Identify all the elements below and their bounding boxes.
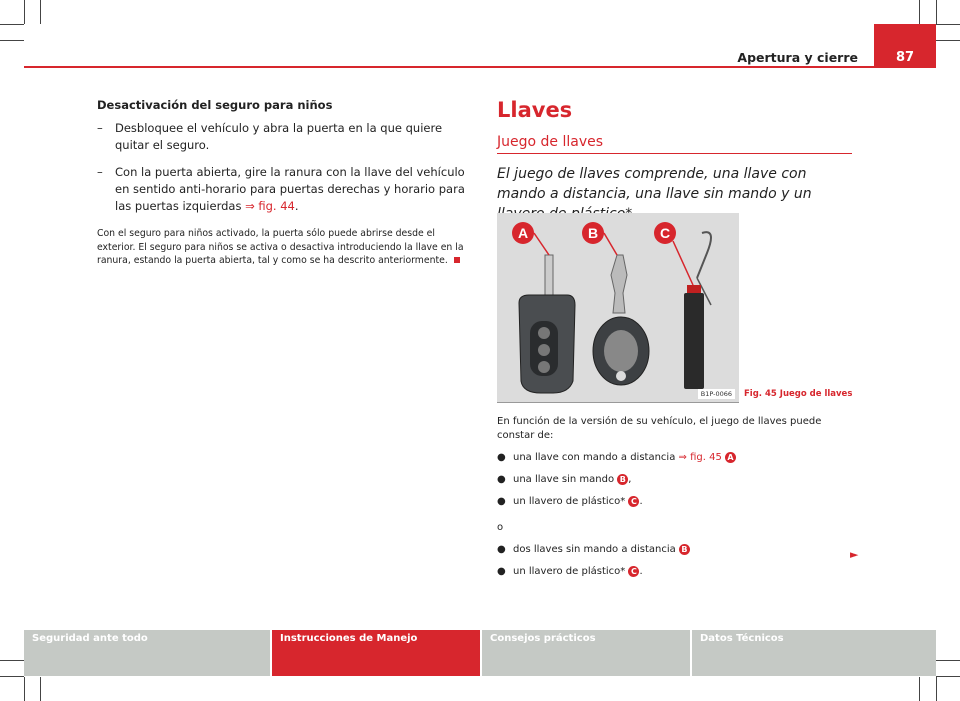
callout-badge: B <box>617 474 628 485</box>
callout-badge: C <box>628 566 639 577</box>
label-a: A <box>517 225 529 241</box>
label-c: C <box>659 225 671 241</box>
section-heading: Llaves <box>497 98 573 122</box>
step-end: . <box>294 199 299 213</box>
list-text: una llave sin mando <box>513 474 618 485</box>
note-paragraph <box>97 227 475 268</box>
list-item <box>497 473 847 487</box>
arrow-right-icon: ► <box>850 548 859 561</box>
list-end: , <box>628 474 632 485</box>
key-blade-b <box>611 255 627 313</box>
step-text: Desbloquee el vehículo y abra la puerta en la que quiere quitar el seguro. <box>115 121 443 152</box>
crop-mark <box>936 676 960 677</box>
list-item <box>497 565 847 579</box>
right-body <box>497 415 847 579</box>
unlock-button-icon <box>538 327 550 339</box>
dash-marker: – <box>97 121 103 135</box>
footer-tab-seguridad[interactable]: Seguridad ante todo <box>24 630 270 676</box>
bullet-icon: ● <box>497 566 506 577</box>
keys-illustration <box>497 213 739 402</box>
crop-mark <box>919 677 920 701</box>
step-text: Con la puerta abierta, gire la ranura con la llave del vehículo en sentido anti-horario para puertas derechas y horario para las puertas izquierdas <box>115 165 465 213</box>
figure-keys <box>497 213 739 403</box>
list-item <box>497 451 847 465</box>
list-text: una llave con mando a distancia <box>513 452 679 463</box>
step-item <box>97 164 475 215</box>
list-item <box>497 543 847 557</box>
leader-line-b <box>604 233 617 255</box>
callout-badge: B <box>679 544 690 555</box>
header-rule <box>24 66 874 68</box>
list-text: un llavero de plástico* <box>513 566 629 577</box>
crop-mark <box>919 0 920 24</box>
note-text: Con el seguro para niños activado, la puerta sólo puede abrirse desde el exterior. El seguro para niños se activa o desactiva introduciendo la llave en la ranura, estando la puerta abierta, tal y como se ha descrito anteriormente. <box>97 228 464 266</box>
or-separator: o <box>497 522 504 533</box>
figure-caption: Fig. 45 Juego de llaves <box>744 389 853 399</box>
step-item <box>97 120 475 154</box>
bullet-icon: ● <box>497 496 506 507</box>
section-subheading: Desactivación del seguro para niños <box>97 98 333 112</box>
crop-mark <box>936 40 960 41</box>
list-end: . <box>639 496 643 507</box>
figure-link[interactable]: ⇒ fig. 44 <box>245 199 295 213</box>
crop-mark <box>936 660 960 661</box>
running-header-title: Apertura y cierre <box>737 50 858 65</box>
leader-line-a <box>534 233 549 255</box>
section-subheading: Juego de llaves <box>497 134 852 154</box>
bullet-icon: ● <box>497 544 506 555</box>
plastic-keyring <box>684 293 704 389</box>
crop-mark <box>0 40 24 41</box>
crop-mark <box>936 24 960 25</box>
crop-mark <box>0 676 24 677</box>
left-column <box>97 98 475 268</box>
crop-mark <box>40 0 41 24</box>
list-item <box>497 495 847 509</box>
figure-link[interactable]: ⇒ fig. 45 <box>678 452 722 463</box>
dash-marker: – <box>97 165 103 179</box>
list-text: un llavero de plástico* <box>513 496 629 507</box>
callout-badge: C <box>628 496 639 507</box>
right-column <box>497 98 852 224</box>
footer-tab-datos[interactable]: Datos Técnicos <box>692 630 936 676</box>
crop-mark <box>40 677 41 701</box>
figure-code: B1P-0066 <box>698 389 735 399</box>
bullet-icon: ● <box>497 452 506 463</box>
label-b: B <box>587 225 599 241</box>
crop-mark <box>24 677 25 701</box>
lead-paragraph: El juego de llaves comprende, una llave con mando a distancia, una llave sin mando y un <box>497 166 812 202</box>
lock-button-icon <box>538 361 550 373</box>
crop-mark <box>0 24 24 25</box>
key-ring-hole <box>616 371 626 381</box>
trunk-button-icon <box>538 344 550 356</box>
footer-tab-instrucciones[interactable]: Instrucciones de Manejo <box>272 630 480 676</box>
crop-mark <box>936 677 937 701</box>
crop-mark <box>0 660 24 661</box>
bullet-icon: ● <box>497 474 506 485</box>
key-logo-b <box>604 330 638 372</box>
page-number: 87 <box>895 50 915 65</box>
end-square-icon <box>454 257 460 263</box>
list-end: . <box>639 566 643 577</box>
intro-paragraph: En función de la versión de su vehículo, el juego de llaves puede constar de: <box>497 416 822 441</box>
leader-line-c <box>673 241 693 285</box>
footer-tab-consejos[interactable]: Consejos prácticos <box>482 630 690 676</box>
keyring-loop <box>697 232 711 278</box>
crop-mark <box>24 0 25 24</box>
crop-mark <box>936 0 937 24</box>
callout-badge: A <box>725 452 736 463</box>
list-text: dos llaves sin mando a distancia <box>513 544 679 555</box>
